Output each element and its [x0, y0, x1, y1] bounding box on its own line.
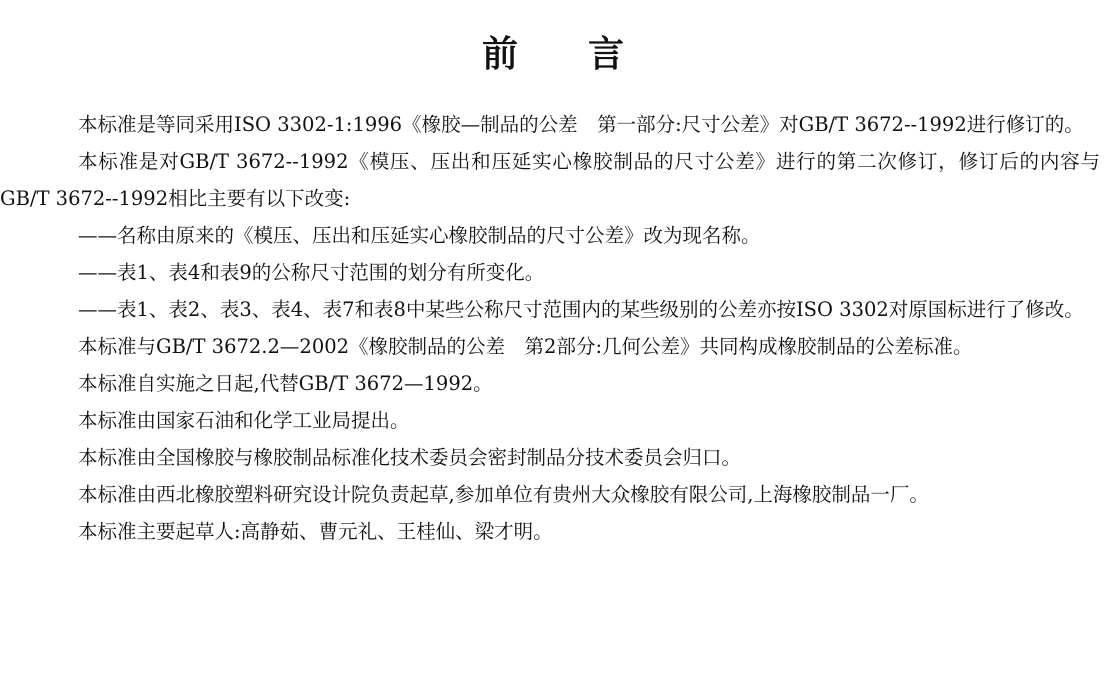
- paragraph-related-standard: 本标准与GB/T 3672.2—2002《橡胶制品的公差 第2部分:几何公差》共同构成橡胶制品的公差标准。: [78, 335, 973, 358]
- paragraph-drafted-by: 本标准由西北橡胶塑料研究设计院负责起草,参加单位有贵州大众橡胶有限公司,上海橡胶制品一厂。: [78, 483, 929, 506]
- paragraph-proposed-by: 本标准由国家石油和化学工业局提出。: [78, 409, 410, 432]
- paragraph-revision: 本标准是对GB/T 3672--1992《模压、压出和压延实心橡胶制品的尺寸公差》进行的第二次修订，修订后的内容与GB/T 3672--1992相比主要有以下改变:: [0, 150, 1100, 210]
- document-body: [0, 106, 1100, 550]
- paragraph-change-tolerances: ——表1、表2、表3、表4、表7和表8中某些公称尺寸范围内的某些级别的公差亦按ISO 3302对原国标进行了修改。: [78, 298, 1084, 321]
- page-title: 前言: [481, 34, 694, 75]
- paragraph-adoption: 本标准是等同采用ISO 3302-1:1996《橡胶—制品的公差 第一部分:尺寸公差》对GB/T 3672--1992进行修订的。: [78, 113, 1084, 136]
- paragraph-centralized-by: 本标准由全国橡胶与橡胶制品标准化技术委员会密封制品分技术委员会归口。: [78, 446, 742, 469]
- paragraph-drafters: 本标准主要起草人:高静茹、曹元礼、王桂仙、梁才明。: [78, 520, 553, 543]
- paragraph-change-name: ——名称由原来的《模压、压出和压延实心橡胶制品的尺寸公差》改为现名称。: [78, 224, 761, 247]
- paragraph-change-ranges: ——表1、表4和表9的公称尺寸范围的划分有所变化。: [78, 261, 545, 284]
- paragraph-supersedes: 本标准自实施之日起,代替GB/T 3672—1992。: [78, 372, 493, 395]
